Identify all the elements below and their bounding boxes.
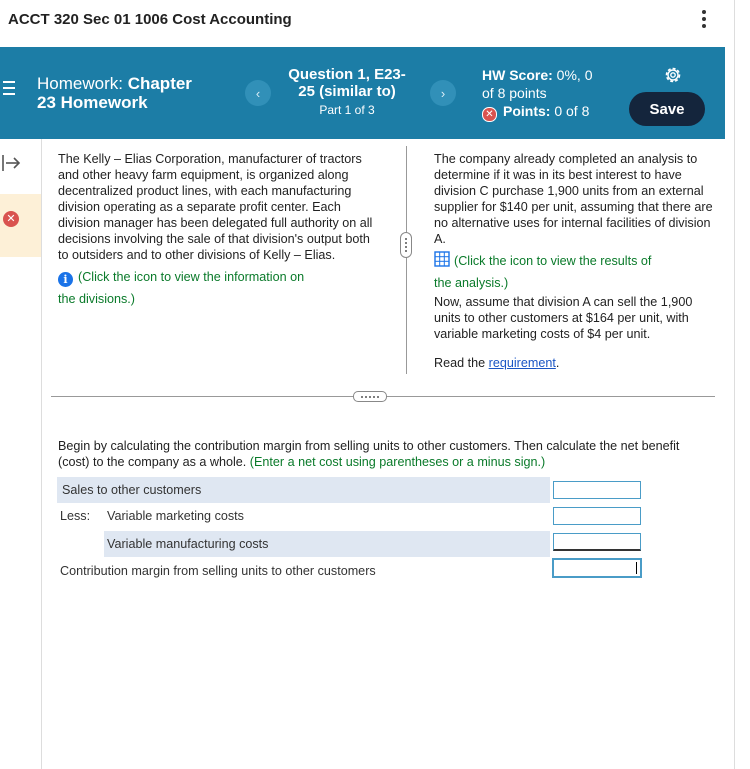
homework-title <box>37 74 192 112</box>
horizontal-splitter-handle[interactable] <box>353 391 387 402</box>
table-row-manufacturing <box>104 531 550 557</box>
homework-name-line2: 23 Homework <box>37 93 148 112</box>
scrollbar[interactable] <box>734 0 750 769</box>
hw-score-value: 0%, 0 <box>552 67 593 83</box>
score-info <box>482 66 593 122</box>
question-title-line1: Question 1, E23- <box>288 66 406 83</box>
question-part: Part 1 of 3 <box>319 103 375 117</box>
homework-name-line1: Chapter <box>127 74 192 93</box>
table-row-marketing <box>57 503 550 529</box>
left-pane <box>58 151 376 310</box>
info-icon[interactable]: i <box>58 272 73 287</box>
less-label: Less: <box>60 509 91 523</box>
right-pane <box>434 151 714 371</box>
question-title <box>272 66 422 100</box>
question-status-cell[interactable] <box>0 194 41 257</box>
expand-panel-icon[interactable] <box>0 152 22 174</box>
left-pane-text: The Kelly – Elias Corporation, manufacturer of tractors and other heavy farm equipment, is organized along decentralized product lines, with each manufacturing division operating as a separate profit center. Each division manager has been delegated full authority on all decisions involving the sale of that division's output both to outsiders and to other divisions of Kelly – Elias. <box>58 152 373 262</box>
chevron-left-icon: ‹ <box>255 85 261 101</box>
chevron-right-icon: › <box>440 85 446 101</box>
row-label-contribution: Contribution margin from selling units to other customers <box>60 564 376 578</box>
question-info <box>272 66 422 117</box>
instructions <box>58 438 688 470</box>
contribution-margin-input[interactable] <box>553 559 641 577</box>
read-requirement <box>434 355 714 371</box>
analysis-link-line2[interactable]: the analysis.) <box>434 276 509 290</box>
more-options-icon[interactable] <box>700 10 708 28</box>
vertical-splitter-handle[interactable] <box>400 232 412 258</box>
table-grid-icon[interactable] <box>434 251 450 267</box>
table-row-sales <box>57 477 550 503</box>
analysis-results-link[interactable] <box>434 250 714 294</box>
hw-score-line2: of 8 points <box>482 85 547 101</box>
question-title-line2: 25 (similar to) <box>298 83 396 100</box>
manufacturing-costs-input[interactable] <box>553 533 641 551</box>
homework-prefix: Homework: <box>37 74 128 93</box>
incorrect-status-icon: ✕ <box>3 211 19 227</box>
analysis-link-line1[interactable]: (Click the icon to view the results of <box>454 254 652 268</box>
menu-icon[interactable] <box>3 81 15 99</box>
save-button[interactable]: Save <box>629 92 705 126</box>
question-rail <box>0 139 42 769</box>
divisions-link-line1[interactable]: (Click the icon to view the information on <box>78 270 305 284</box>
hw-score-label: HW Score: <box>482 67 553 83</box>
incorrect-icon: ✕ <box>482 107 497 122</box>
marketing-costs-input[interactable] <box>553 507 641 525</box>
row-label-manufacturing: Variable manufacturing costs <box>107 537 269 551</box>
instructions-hint: (Enter a net cost using parentheses or a minus sign.) <box>249 455 546 469</box>
requirement-link[interactable]: requirement <box>488 356 556 370</box>
read-suffix: . <box>555 356 560 370</box>
row-label-sales: Sales to other customers <box>62 483 202 497</box>
right-pane-text2: Now, assume that division A can sell the 1,900 units to other customers at $164 per unit, with variable marketing costs of $4 per unit. <box>434 295 693 341</box>
course-title: ACCT 320 Sec 01 1006 Cost Accounting <box>8 11 292 28</box>
divisions-link-line2[interactable]: the divisions.) <box>58 292 135 306</box>
next-question-button[interactable] <box>430 80 456 106</box>
right-pane-text: The company already completed an analysis to determine if it was in its best interest to have division C purchase 1,900 units from an external supplier for $140 per unit, assuming that there are no alternative uses for internal facilities of division A. <box>434 152 713 246</box>
assignment-header <box>0 47 725 139</box>
row-label-marketing: Variable marketing costs <box>107 509 244 523</box>
vertical-splitter[interactable] <box>406 146 407 374</box>
points-label: Points: <box>503 103 551 119</box>
divisions-info-link[interactable] <box>58 266 376 310</box>
sales-input[interactable] <box>553 481 641 499</box>
read-prefix: Read the <box>434 356 489 370</box>
table-row-contribution <box>57 558 550 584</box>
text-cursor <box>636 562 637 574</box>
instructions-text: Begin by calculating the contribution margin from selling units to other customers. Then calculate the net benefit (cost) to the company as a whole. <box>58 439 680 469</box>
previous-question-button[interactable] <box>245 80 271 106</box>
settings-gear-icon[interactable] <box>663 65 683 85</box>
points-value: 0 of 8 <box>550 103 590 119</box>
